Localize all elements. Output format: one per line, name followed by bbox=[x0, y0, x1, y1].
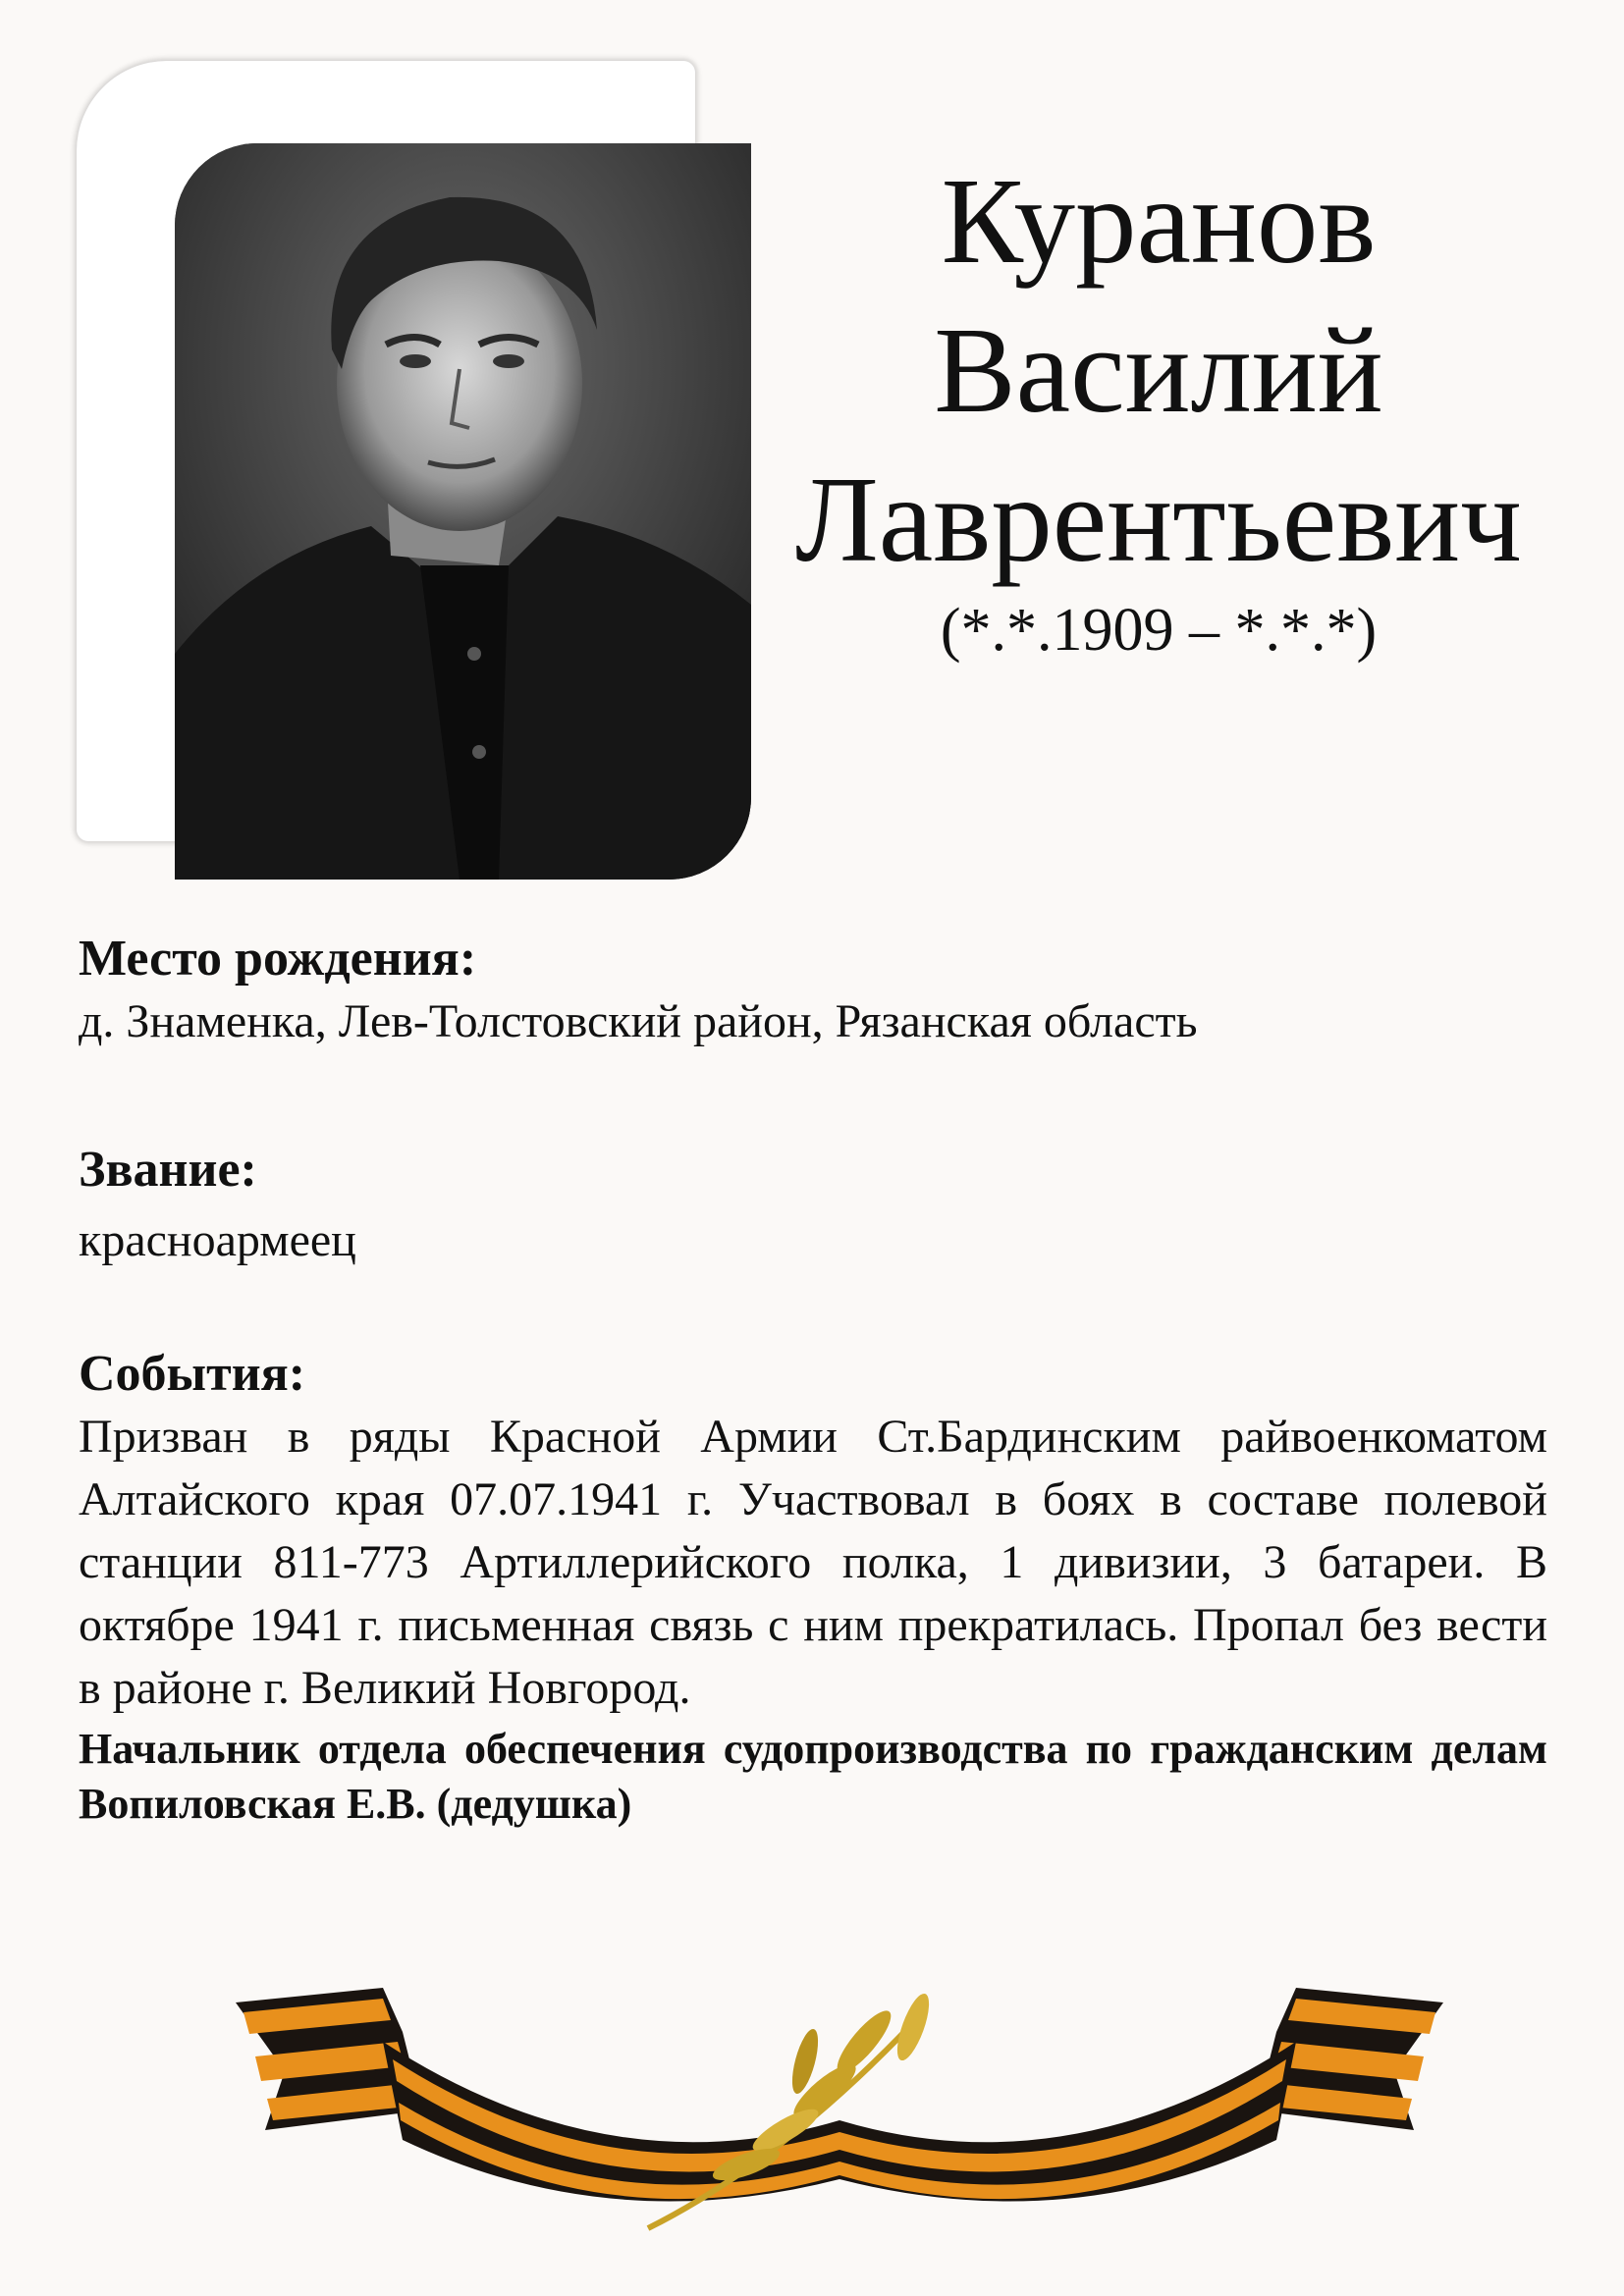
patronymic: Лаврентьевич bbox=[794, 453, 1523, 588]
events-text: Призван в ряды Красной Армии Ст.Бардинским райвоенкоматом Алтайского края 07.07.1941 г. Участвовал в боях в составе полевой станции 811-773 Артиллерийского полка, 1 дивизии, 3 батареи. В октябре 1941 г. письменная связь с ним прекратилась. Пропал без вести в районе г. Великий Новгород. bbox=[79, 1411, 1547, 1714]
st-george-ribbon-decoration bbox=[236, 1983, 1443, 2238]
events-section bbox=[79, 1343, 1547, 1832]
surname: Куранов bbox=[941, 154, 1377, 290]
birthplace-value: д. Знаменка, Лев-Толстовский район, Рязанская область bbox=[79, 995, 1198, 1047]
rank-value: красноармеец bbox=[79, 1214, 356, 1266]
person-name-block bbox=[727, 147, 1591, 669]
portrait-photo bbox=[175, 143, 751, 880]
portrait-frame bbox=[77, 61, 695, 841]
events-label: События: bbox=[79, 1346, 306, 1402]
rank-section bbox=[79, 1139, 1547, 1272]
birthplace-label: Место рождения: bbox=[79, 931, 477, 987]
first-name: Василий bbox=[934, 303, 1383, 439]
rank-label: Звание: bbox=[79, 1142, 257, 1198]
birthplace-section bbox=[79, 928, 1547, 1053]
author-signature: Начальник отдела обеспечения судопроизводства по гражданским делам Вопиловская Е.В. (дедушка) bbox=[79, 1725, 1547, 1828]
life-dates: (*.*.1909 – *.*.*) bbox=[940, 597, 1378, 664]
